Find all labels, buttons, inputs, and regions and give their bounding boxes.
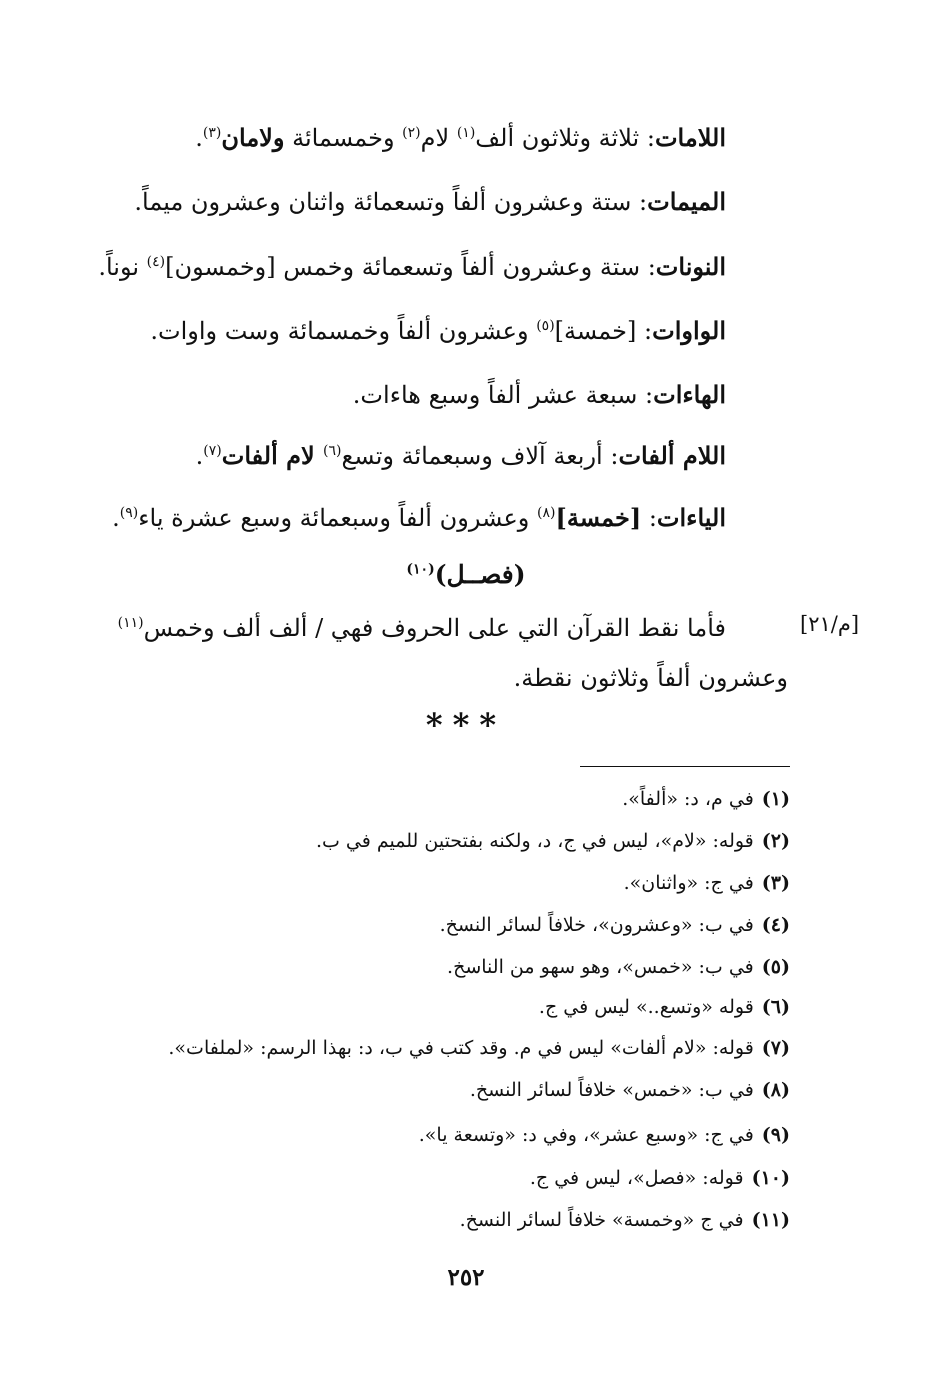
footnote-7: (٧)قوله: «لام ألفات» ليس في م. وقد كتب في ب، د: بهذا الرسم: «لملفات». [168,1037,790,1059]
footnote-1: (١)في م، د: «ألفاً». [622,788,790,810]
text-line-6: اللام ألفات: أربعة آلاف وسبعمائة وتسع$^{(٦)}$ لام ألفات$^{(٧)}$. [195,441,726,470]
line-label: الهاءات [653,380,726,409]
paragraph-line-1: فأما نقط القرآن التي على الحروف فهي / ألف ألف وخمس$^{(١١)}$ [117,614,726,642]
footnote-4: (٤)في ب: «وعشرون»، خلافاً لسائر النسخ. [439,914,790,936]
footnote-11: (١١)في ج «وخمسة» خلافاً لسائر النسخ. [459,1209,790,1231]
text-line-1: اللامات: ثلاثة وثلاثون ألف$^{(١)}$ لام$^{(٢)}$ وخمسمائة ولامان$^{(٣)}$. [195,123,726,152]
line-label: النونات [655,252,726,281]
footnote-2: (٢)قوله: «لام»، ليس في ج، د، ولكنه بفتحتين للميم في ب. [315,830,790,852]
section-separator-stars: *** [425,706,507,744]
footnote-3: (٣)في ج: «واثنان». [623,872,790,894]
footnote-9: (٩)في ج: «وسبع عشر»، وفي د: «وتسعة يا». [418,1124,790,1146]
text-line-4: الواوات: [خمسة]$^{(٥)}$ وعشرون ألفاً وخمسمائة وست واوات. [150,316,726,345]
margin-note: [م/٢١] [800,612,860,636]
page-number: ٢٥٢ [447,1264,485,1291]
footnote-separator [580,766,790,767]
line-label: الواوات [652,316,726,345]
line-label: اللام ألفات [618,441,726,470]
text-line-7: الياءات: [خمسة]$^{(٨)}$ وعشرون ألفاً وسبعمائة وسبع عشرة ياء$^{(٩)}$. [112,503,726,532]
footnote-8: (٨)في ب: «خمس» خلافاً لسائر النسخ. [469,1079,790,1101]
text-line-3: النونات: ستة وعشرون ألفاً وتسعمائة وخمس [وخمسون]$^{(٤)}$ نوناً. [98,252,726,281]
line-label: الياءات [656,503,726,532]
footnote-6: (٦)قوله «وتسع..» ليس في ج. [538,996,790,1018]
section-heading: (فصــل)$^{(١٠)}$ [406,560,526,589]
text-line-2: الميمات: ستة وعشرون ألفاً وتسعمائة واثنان وعشرون ميماً. [134,187,726,216]
paragraph-line-2: وعشرون ألفاً وثلاثون نقطة. [513,664,788,692]
footnote-5: (٥)في ب: «خمس»، وهو سهو من الناسخ. [447,956,790,978]
text-line-5: الهاءات: سبعة عشر ألفاً وسبع هاءات. [352,380,726,409]
line-label: الميمات [647,187,726,216]
footnote-10: (١٠)قوله: «فصل»، ليس في ج. [529,1167,790,1189]
line-label: اللامات [654,123,726,152]
